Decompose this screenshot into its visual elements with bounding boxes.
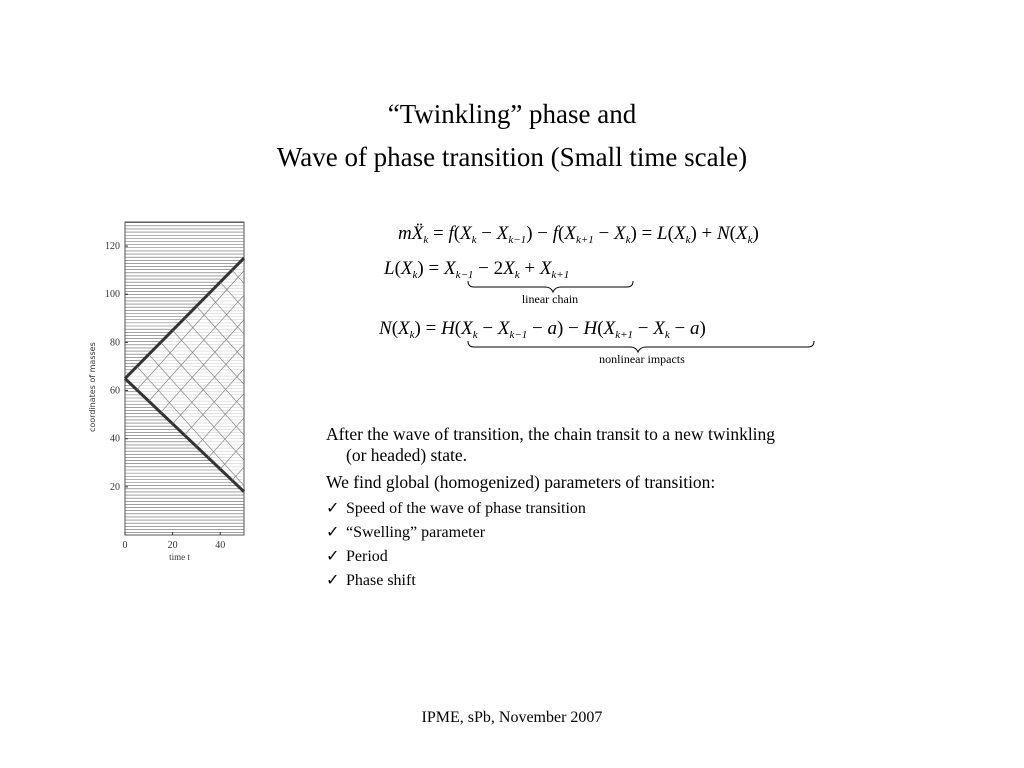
chart-ylabel: coordinates of masses xyxy=(88,342,97,432)
bullet-text: Speed of the wave of phase transition xyxy=(346,500,586,517)
bullet-text: Phase shift xyxy=(346,572,416,589)
y-tick-label: 100 xyxy=(105,289,120,301)
y-tick-label: 120 xyxy=(105,241,120,253)
chart-xlabel: time t xyxy=(169,552,190,562)
bullet-item xyxy=(326,546,388,566)
y-tick-label: 40 xyxy=(110,433,120,445)
brace-linear xyxy=(468,281,633,292)
x-tick-label: 0 xyxy=(122,540,128,551)
paragraph-2: We find global (homogenized) parameters of transition: xyxy=(326,472,716,492)
check-icon: ✓ xyxy=(326,548,340,565)
brace-label-nonlinear: nonlinear impacts xyxy=(599,352,685,366)
y-tick-label: 80 xyxy=(110,337,120,349)
slide-title-line2: Wave of phase transition (Small time scale) xyxy=(276,142,748,172)
equation-motion: mẌ$_k$ = $f(X_k - X_{k-1}) - f(X_{k+1} - X_k) = L(X_k) + N(X_k)$ xyxy=(398,223,759,246)
bullet-text: “Swelling” parameter xyxy=(346,524,486,541)
paragraph-1-line1: After the wave of transition, the chain transit to a new twinkling xyxy=(326,424,776,444)
brace-label-linear: linear chain xyxy=(521,292,579,306)
y-tick-label: 60 xyxy=(110,385,120,397)
check-icon: ✓ xyxy=(326,524,340,541)
paragraph-1-line2: (or headed) state. xyxy=(346,445,467,465)
equation-nonlinear: $N(X_k) = H(X_k - X_{k-1} - a) - H(X_{k+1} - X_k - a)$ xyxy=(379,318,706,341)
brace-nonlinear xyxy=(468,341,814,352)
check-icon: ✓ xyxy=(326,572,340,589)
bullet-item xyxy=(326,522,485,542)
y-tick-label: 20 xyxy=(110,481,120,493)
check-icon: ✓ xyxy=(326,500,340,517)
bullet-item xyxy=(326,570,416,590)
slide-title-line1: “Twinkling” phase and xyxy=(387,99,637,129)
x-tick-label: 40 xyxy=(215,540,226,551)
x-tick-label: 20 xyxy=(167,540,178,551)
slide-footer: IPME, sPb, November 2007 xyxy=(421,709,603,726)
bullet-text: Period xyxy=(346,548,388,565)
bullet-item xyxy=(326,498,586,518)
equation-linear: $L(X_k) = X_{k-1} - 2X_k + X_{k+1}$ xyxy=(384,258,570,281)
